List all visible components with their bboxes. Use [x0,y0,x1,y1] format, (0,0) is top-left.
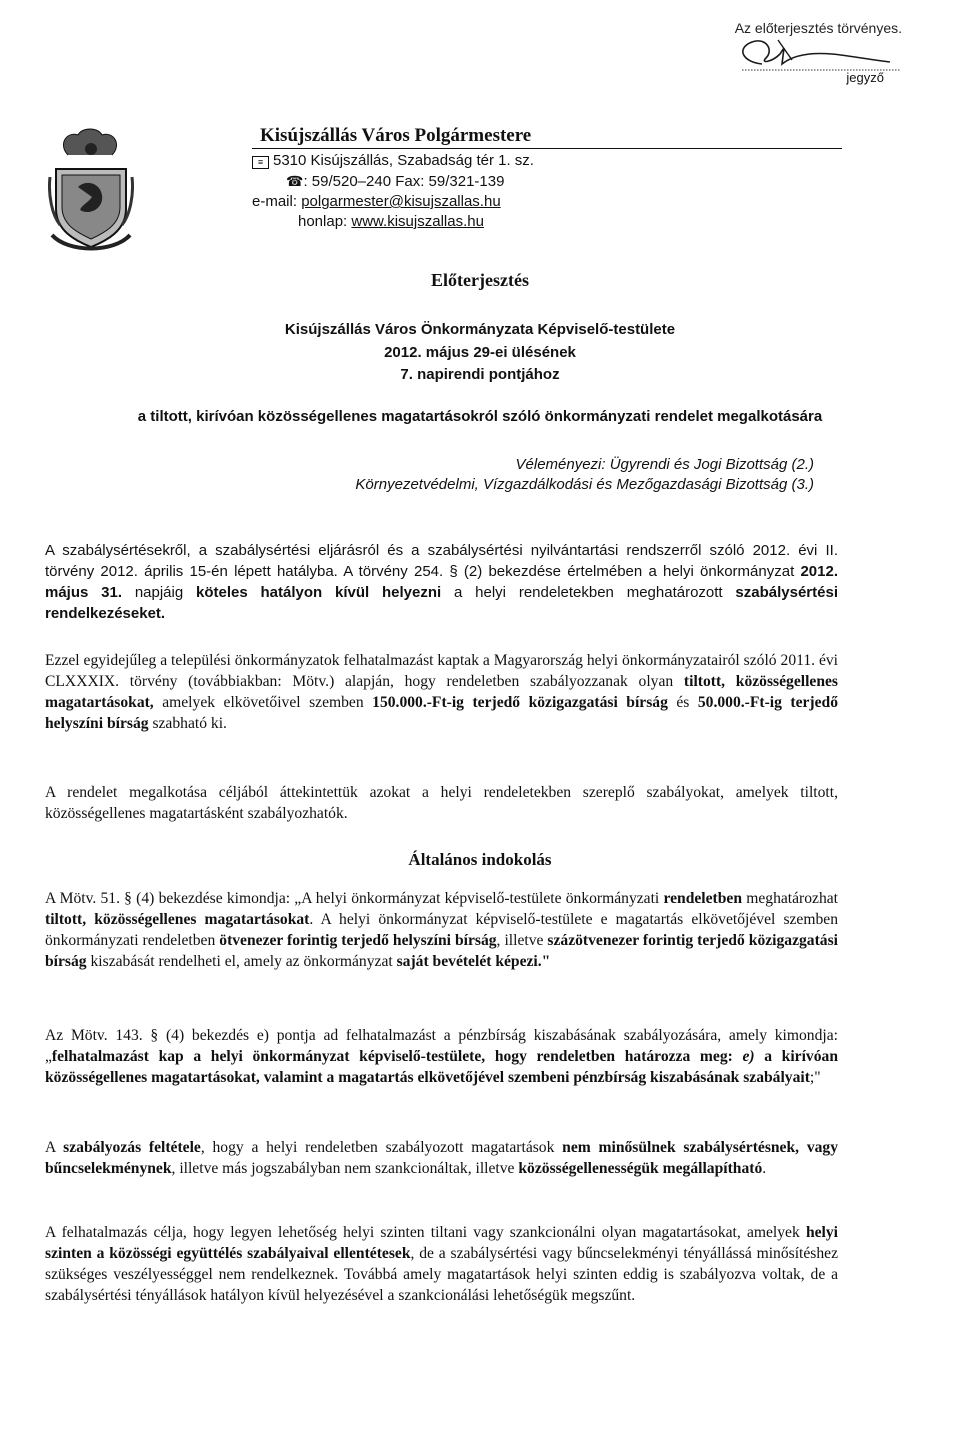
phone-icon: ☎ [286,173,304,189]
p1-bold-provisions: szabálysértési rendelkezéseket. [45,584,838,622]
p2-bold-behaviours: tiltott, közösségellenes magatartásokat, [45,673,838,711]
p1-bold-obligation: köteles hatályon kívül helyezni [196,584,442,601]
p3-text: A rendelet megalkotása céljából áttekintettük azokat a helyi rendeletekben szereplő szabályokat, amelyek tiltott, közösségellenes magatartásként szabályozhatók. [45,784,838,822]
letterhead-email-prefix: e-mail: [252,193,302,210]
p6-text: , hogy a helyi rendeletben szabályozott magatartások [200,1139,563,1156]
p5-text: ;" [809,1069,821,1086]
approval-role: jegyző [846,70,884,85]
letterhead-phone-line [252,171,842,192]
p4-bold: ötvenezer forintig terjedő helyszíni bírság [219,932,497,949]
p1-text: a helyi rendeletekben meghatározott [441,584,736,601]
p2-text: és [667,694,698,711]
p2-text: szabható ki. [148,715,227,732]
p2-text: amelyek elkövetőivel szemben [153,694,373,711]
reviewer-line-2: Környezetvédelmi, Vízgazdálkodási és Mezőgazdasági Bizottság (3.) [355,476,814,493]
p2-bold-admin-fine: 150.000.-Ft-ig terjedő közigazgatási bírság [372,694,668,711]
paragraph-2 [45,650,838,734]
document-subject: a tiltott, kirívóan közösségellenes magatartásokról szóló önkormányzati rendelet megalkotására [137,408,823,425]
p7-text: A felhatalmazás célja, hogy legyen lehetőség helyi szinten tiltani vagy szankcionálni olyan magatartásokat, amelyek [45,1224,806,1241]
p1-bold-deadline: 2012. május 31. [45,563,838,601]
letterhead-title: Kisújszállás Város Polgármestere [252,125,842,149]
p6-text: A [45,1139,64,1156]
p5-bold: a kirívóan közösségellenes magatartásokat, valamint a magatartás elkövetőjével szemben [45,1048,838,1086]
letterhead-web-prefix: honlap: [298,213,352,230]
p5-bold: i pénzbírság kiszabásának szabályait [565,1069,810,1086]
body-name: Kisújszállás Város Önkormányzata Képviselő-testülete [284,321,676,338]
paragraph-4 [45,888,838,972]
p7-bold: helyi szinten a közösségi együttélés szabályaival ellentétesek [45,1224,838,1262]
paragraph-6 [45,1137,838,1179]
paragraph-5 [45,1025,838,1088]
p1-text: napjáig [122,584,197,601]
p4-bold: rendeletben [663,890,743,907]
p5-bold-italic: e) [742,1048,755,1065]
p6-text: , illetve más jogszabályban nem szankcionáltak, illetve [171,1160,519,1177]
reviewers-block [355,455,814,495]
p7-text: , de a szabálysértési vagy bűncselekményi tényállássá minősítéshez szükséges veszélyességgel nem rendelkeznek. Továbbá amely magatartások helyi szinten eddig is szabályozva voltak, de a szabálysértési tényállások hatályon kívül helyezésével a szankcionálási lehetőségük megszűnt. [45,1245,838,1304]
session-date: 2012. május 29-ei ülésének [384,344,576,361]
p4-text: , illetve [496,932,548,949]
paragraph-1 [45,540,838,624]
p4-text: . A helyi önkormányzat képviselő-testülete e magatartás elkövetőjével szemben önkormányzati rendeletben [45,911,838,949]
p2-text: Ezzel egyidejűleg a települési önkormányzatok felhatalmazást kaptak a Magyarország helyi önkormányzatairól szóló 2011. évi CLXXXIX. törvény (továbbiakban: Mötv.) alapján, hogy rendeletben szabályozzanak olyan [45,652,838,690]
letterhead-web-link[interactable]: www.kisujszallas.hu [351,213,484,230]
approval-stamp [682,20,902,85]
p4-bold: saját bevételét képezi." [396,953,551,970]
letterhead-address: 5310 Kisújszállás, Szabadság tér 1. sz. [273,152,534,169]
document-title: Előterjesztés [431,270,529,290]
letterhead-email-link[interactable]: polgarmester@kisujszallas.hu [301,193,501,210]
approval-note: Az előterjesztés törvényes. [734,20,902,36]
notary-signature [722,34,902,74]
p4-bold: tiltott, közösségellenes magatartásokat [45,911,310,928]
p6-bold: szabályozás feltétele [63,1139,201,1156]
reviewer-line-1: Véleményezi: Ügyrendi és Jogi Bizottság (2.) [515,456,814,473]
section-title: Általános indokolás [408,850,552,869]
agenda-item: 7. napirendi pontjához [400,366,560,383]
p6-text: . [762,1160,767,1177]
paragraph-7 [45,1222,838,1306]
p4-bold: százötvenezer forintig terjedő közigazgatási bírság [45,932,838,970]
p2-bold-onsite-fine: 50.000.-Ft-ig terjedő helyszíni bírság [45,694,839,732]
paragraph-3 [45,782,838,824]
p4-text: kiszabását rendelheti el, amely az önkormányzat [86,953,397,970]
p1-text: A szabálysértésekről, a szabálysértési eljárásról és a szabálysértési nyilvántartási rendszerről szóló 2012. évi II. törvény 2012. április 15-én lépett hatályba. A törvény 254. § (2) bekezdése értelmében a helyi önkormányzat [45,542,838,580]
p5-bold: felhatalmazást kap a helyi önkormányzat képviselő-testülete, hogy rendeletben határozza meg: [51,1048,743,1065]
letterhead-email-line [252,192,842,212]
letterhead-phone: : 59/520–240 Fax: 59/321-139 [303,173,505,190]
p4-text: meghatározhat [742,890,839,907]
letterhead [252,125,842,232]
p4-text: A Mötv. 51. § (4) bekezdése kimondja: „A helyi önkormányzat képviselő-testülete önkormányzati [45,890,664,907]
p5-text: Az Mötv. 143. § (4) bekezdés e) pontja ad felhatalmazást a pénzbírság kiszabásának szabályozására, amely kimondja: „ [45,1027,838,1065]
p6-bold: közösségellenességük megállapítható [518,1160,763,1177]
letterhead-address-line [252,151,842,171]
p6-bold: nem minősülnek szabálysértésnek, vagy bűncselekménynek [45,1139,839,1177]
letterhead-web-line [252,212,842,232]
envelope-icon: ≡ [252,156,269,169]
city-crest-icon [48,125,134,255]
